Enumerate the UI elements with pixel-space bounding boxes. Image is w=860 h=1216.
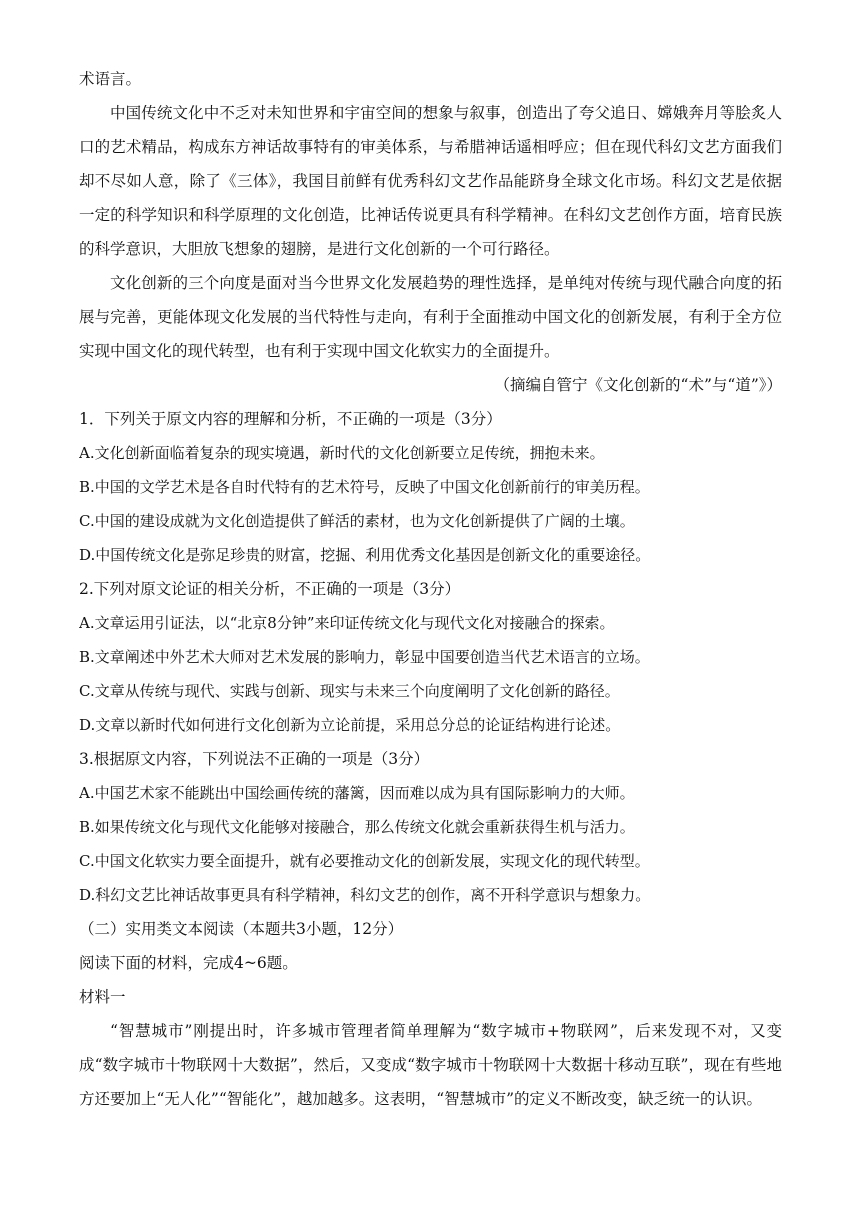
option-b: B.文章阐述中外艺术大师对艺术发展的影响力，彰显中国要创造当代艺术语言的立场。 <box>79 648 650 666</box>
option-c: C.中国的建设成就为文化创造提供了鲜活的素材，也为文化创新提供了广阔的土壤。 <box>79 512 635 530</box>
option-c: C.文章从传统与现代、实践与创新、现实与未来三个向度阐明了文化创新的路径。 <box>79 682 620 700</box>
question-1 <box>79 402 782 572</box>
paragraph-sci-fi: 中国传统文化中不乏对未知世界和宇宙空间的想象与叙事，创造出了夸父追日、嫦娥奔月等脍炙人口的艺术精品，构成东方神话故事特有的审美体系，与希腊神话遥相呼应；但在现代科幻文艺方面我们却不尽如人意，除了《三体》，我国目前鲜有优秀科幻文艺作品能跻身全球文化市场。科幻文艺是依据一定的科学知识和科学原理的文化创造，比神话传说更具有科学精神。在科幻文艺创作方面，培育民族的科学意识，大胆放飞想象的翅膀，是进行文化创新的一个可行路径。 <box>79 104 782 258</box>
option-b: B.中国的文学艺术是各自时代特有的艺术符号，反映了中国文化创新前行的审美历程。 <box>79 478 650 496</box>
option-a: A.中国艺术家不能跳出中国绘画传统的藩篱，因而难以成为具有国际影响力的大师。 <box>79 784 635 802</box>
source-citation: （摘编自管宁《文化创新的“术”与“道”》） <box>494 376 782 394</box>
material-paragraph: “智慧城市”刚提出时，许多城市管理者简单理解为“数字城市+物联网”，后来发现不对，又变成“数字城市十物联网十大数据”，然后，又变成“数字城市十物联网十大数据十移动互联”，现在有些地方还要加上“无人化”“智能化”，越加越多。这表明，“智慧城市”的定义不断改变，缺乏统一的认识。 <box>79 1022 782 1108</box>
paragraph-three-directions: 文化创新的三个向度是面对当今世界文化发展趋势的理性选择，是单纯对传统与现代融合向度的拓展与完善，更能体现文化发展的当代特性与走向，有利于全面推动中国文化的创新发展，有利于全方位实现中国文化的现代转型，也有利于实现中国文化软实力的全面提升。 <box>79 274 782 360</box>
document-page <box>79 62 782 1116</box>
section-heading: （二）实用类文本阅读（本题共3小题，12分） <box>79 920 404 938</box>
option-d: D.科幻文艺比神话故事更具有科学精神，科幻文艺的创作，离不开科学意识与想象力。 <box>79 886 651 904</box>
option-d: D.中国传统文化是弥足珍贵的财富，挖掘、利用优秀文化基因是创新文化的重要途径。 <box>79 546 651 564</box>
option-c: C.中国文化软实力要全面提升，就有必要推动文化的创新发展，实现文化的现代转型。 <box>79 852 650 870</box>
material-title: 材料一 <box>79 988 126 1006</box>
question-stem: 1．下列关于原文内容的理解和分析，不正确的一项是（3分） <box>79 410 502 428</box>
question-stem: 3.根据原文内容，下列说法不正确的一项是（3分） <box>79 750 430 768</box>
option-a: A.文化创新面临着复杂的现实境遇，新时代的文化创新要立足传统，拥抱未来。 <box>79 444 605 462</box>
question-2 <box>79 572 782 742</box>
option-a: A.文章运用引证法，以“北京8分钟”来印证传统文化与现代文化对接融合的探索。 <box>79 614 615 632</box>
section-instructions: 阅读下面的材料，完成4~6题。 <box>79 954 298 972</box>
question-3 <box>79 742 782 912</box>
continuation-line: 术语言。 <box>79 70 142 88</box>
option-d: D.文章以新时代如何进行文化创新为立论前提，采用总分总的论证结构进行论述。 <box>79 716 621 734</box>
question-stem: 2.下列对原文论证的相关分析，不正确的一项是（3分） <box>79 580 461 598</box>
option-b: B.如果传统文化与现代文化能够对接融合，那么传统文化就会重新获得生机与活力。 <box>79 818 635 836</box>
